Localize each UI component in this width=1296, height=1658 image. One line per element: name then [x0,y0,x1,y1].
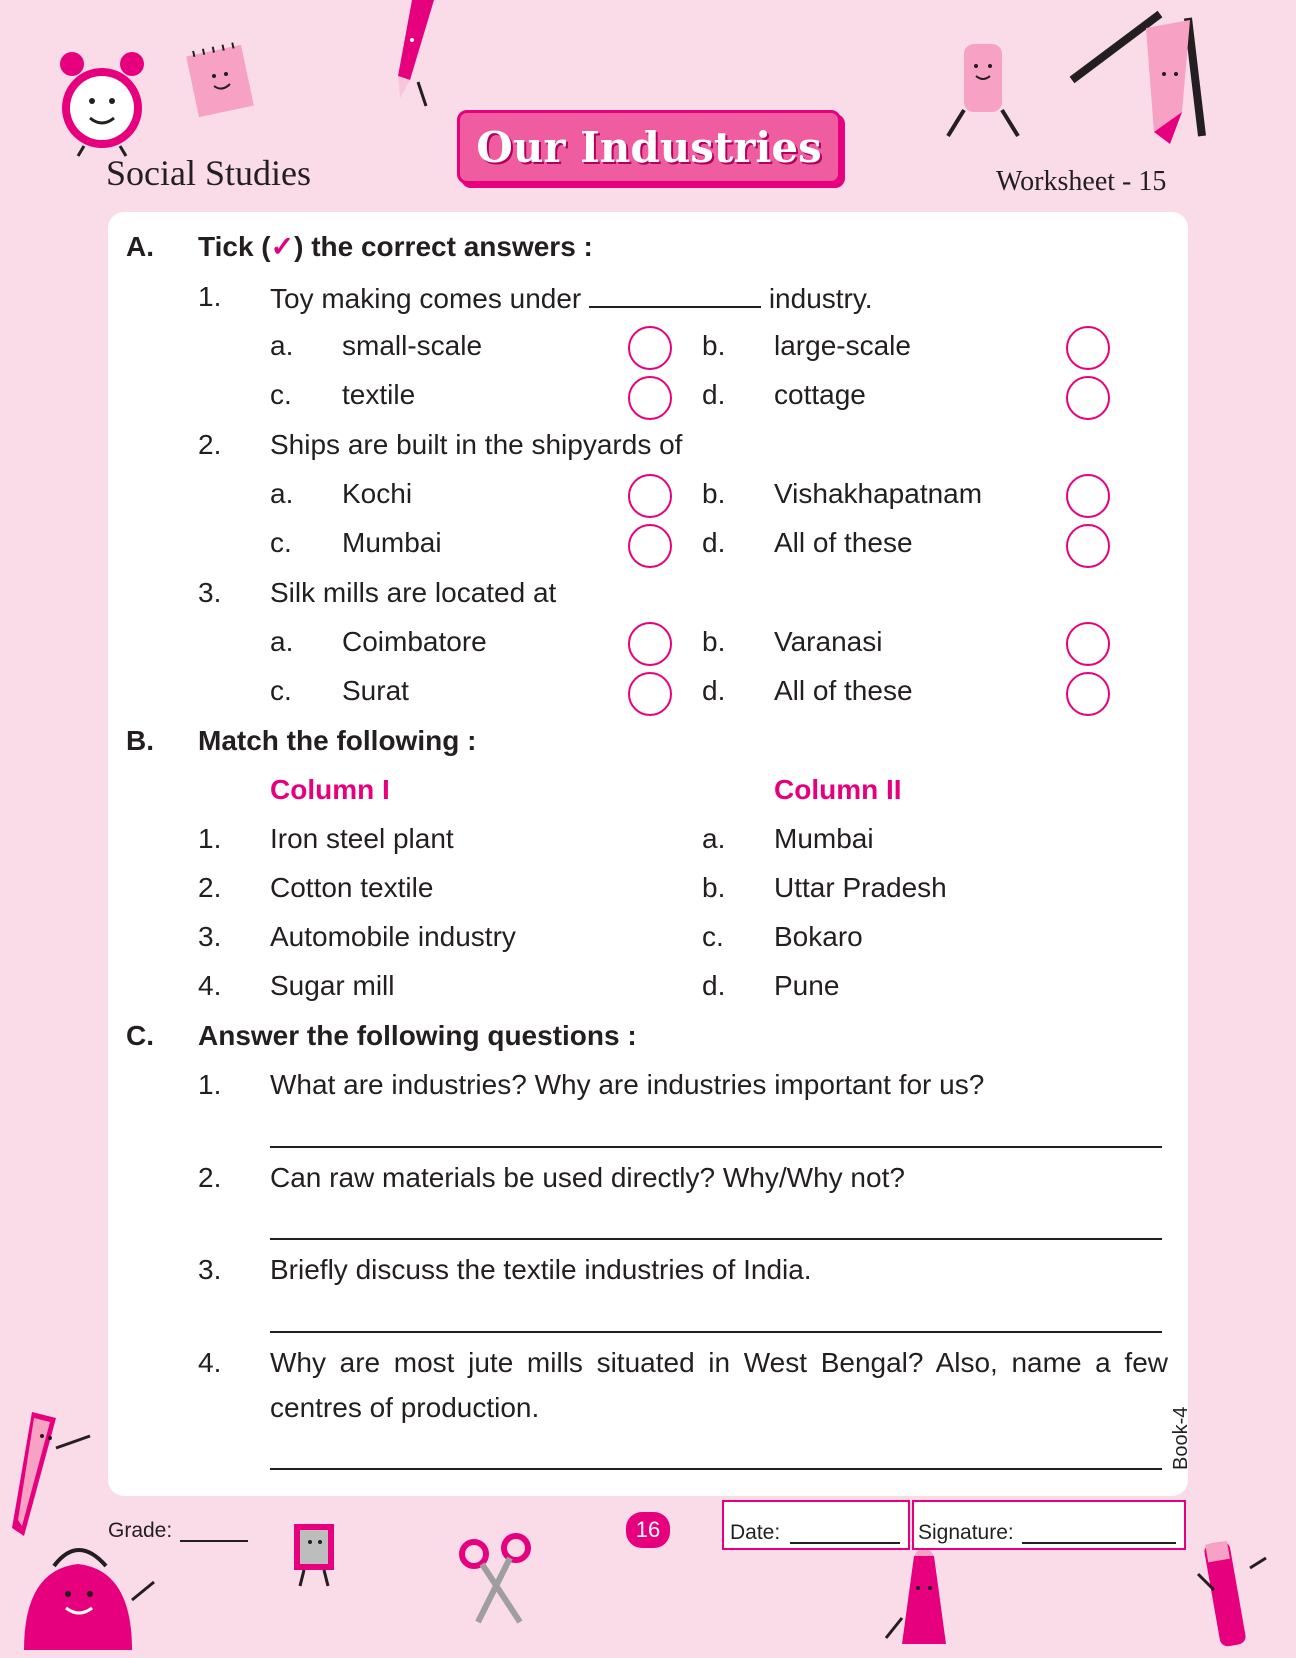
question-number: 2. [198,1162,222,1193]
match-left-item: Automobile industry [270,921,516,952]
answer-circle[interactable] [1066,326,1110,370]
section-b-letter: B. [126,725,154,756]
grade-field[interactable] [180,1540,248,1542]
option-text: Kochi [342,478,413,509]
question-text: Briefly discuss the textile industries of India. [270,1254,812,1285]
answer-line[interactable] [270,1331,1162,1333]
option-text: textile [342,379,416,410]
section-a-heading: Tick (✓) the correct answers : [198,231,593,262]
question-number: 3. [198,577,222,608]
section-c-letter: C. [126,1020,154,1051]
option-letter: c. [270,379,292,410]
grade-label: Grade: [108,1519,173,1542]
pencil-icon [382,0,442,110]
answer-circle[interactable] [1066,672,1110,716]
worksheet-card [108,212,1188,1496]
option-letter: d. [702,527,726,558]
sharpener-icon [286,1520,346,1590]
fill-blank[interactable] [589,280,761,308]
match-right-item: Bokaro [774,921,863,952]
worksheet-number: Worksheet - 15 [996,166,1167,197]
question-number: 2. [198,429,222,460]
answer-circle[interactable] [1066,524,1110,568]
question-text: Ships are built in the shipyards of [270,429,683,460]
question-text: Can raw materials be used directly? Why/Why not? [270,1162,905,1193]
answer-circle[interactable] [1066,376,1110,420]
match-number: 1. [198,823,222,854]
column-1-header: Column I [270,774,390,805]
date-box[interactable] [722,1500,910,1550]
notepad-icon [180,44,260,124]
option-text: Surat [342,675,409,706]
compass-icon [1070,8,1230,148]
option-text: Vishakhapatnam [774,478,983,509]
title-banner [457,110,841,184]
option-letter: d. [702,675,726,706]
question-text: What are industries? Why are industries important for us? [270,1069,985,1100]
question-text: Toy making comes under industry. [270,280,873,316]
option-text: small-scale [342,330,483,361]
date-label: Date: [730,1521,781,1544]
match-letter: b. [702,872,726,903]
option-letter: b. [702,330,726,361]
option-letter: c. [270,675,292,706]
page-number: 16 [626,1512,670,1548]
option-letter: b. [702,478,726,509]
pen-icon [1194,1538,1274,1658]
option-letter: b. [702,626,726,657]
option-letter: d. [702,379,726,410]
alarm-clock-icon [54,46,154,156]
match-letter: c. [702,921,724,952]
option-text: All of these [774,527,913,558]
school-bag-icon [14,1530,154,1650]
subject-label: Social Studies [106,153,311,193]
answer-circle[interactable] [628,474,672,518]
answer-line[interactable] [270,1238,1162,1240]
match-number: 3. [198,921,222,952]
option-letter: a. [270,478,294,509]
option-letter: c. [270,527,292,558]
match-right-item: Mumbai [774,823,874,854]
match-left-item: Sugar mill [270,970,395,1001]
book-label: Book-4 [1170,1406,1192,1470]
signature-box[interactable] [912,1500,1186,1550]
question-number: 1. [198,281,222,312]
option-text: Mumbai [342,527,442,558]
question-number: 4. [198,1347,222,1378]
option-text: large-scale [774,330,911,361]
column-2-header: Column II [774,774,902,805]
answer-circle[interactable] [1066,622,1110,666]
question-text: Silk mills are located at [270,577,557,608]
section-a-letter: A. [126,231,154,262]
tick-icon: ✓ [270,231,295,262]
match-letter: d. [702,970,726,1001]
crayon-icon [884,1548,964,1648]
match-right-item: Uttar Pradesh [774,872,947,903]
answer-circle[interactable] [628,524,672,568]
eraser-icon [944,40,1024,140]
answer-line[interactable] [270,1146,1162,1148]
option-text: Varanasi [774,626,883,657]
match-number: 2. [198,872,222,903]
answer-circle[interactable] [1066,474,1110,518]
question-number: 1. [198,1069,222,1100]
option-text: All of these [774,675,913,706]
section-b-heading: Match the following : [198,725,477,756]
answer-circle[interactable] [628,672,672,716]
match-left-item: Cotton textile [270,872,434,903]
match-letter: a. [702,823,726,854]
option-letter: a. [270,330,294,361]
match-left-item: Iron steel plant [270,823,454,854]
match-right-item: Pune [774,970,840,1001]
question-number: 3. [198,1254,222,1285]
signature-field[interactable] [1022,1542,1176,1544]
option-letter: a. [270,626,294,657]
answer-circle[interactable] [628,622,672,666]
option-text: cottage [774,379,866,410]
scissors-icon [456,1536,536,1626]
option-text: Coimbatore [342,626,487,657]
signature-label: Signature: [918,1521,1014,1544]
match-number: 4. [198,970,222,1001]
date-field[interactable] [790,1542,900,1544]
answer-circle[interactable] [628,326,672,370]
section-c-heading: Answer the following questions : [198,1020,637,1051]
answer-circle[interactable] [628,376,672,420]
question-text-continued: centres of production. [270,1392,540,1423]
answer-line[interactable] [270,1468,1162,1470]
ruler-icon [10,1408,100,1538]
question-text: Why are most jute mills situated in West Bengal? Also, name a few [270,1347,1168,1378]
page-title: Our Industries [476,122,822,172]
